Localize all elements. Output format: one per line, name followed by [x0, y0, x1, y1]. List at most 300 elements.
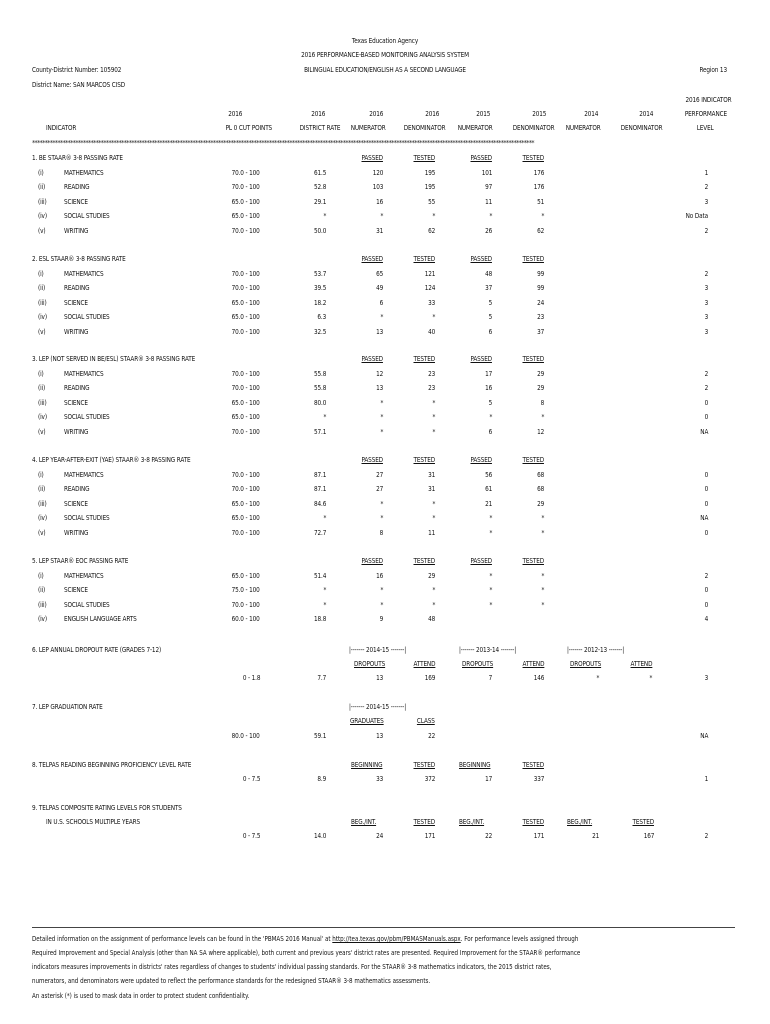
- cell-value: 29: [427, 571, 435, 580]
- sub-header: ATTEND: [413, 659, 435, 668]
- cell-district-rate: 50.0: [313, 226, 326, 235]
- sub-header: TESTED: [522, 354, 544, 363]
- cell-cut-points: 70.0 - 100: [231, 327, 260, 336]
- col-year-den2016: 2016: [424, 109, 439, 118]
- col-indicator-level-1: 2016 INDICATOR: [685, 95, 731, 104]
- cell-performance-level: 2: [704, 182, 708, 191]
- row-number: (iii): [38, 298, 47, 307]
- cell-value: 5: [488, 312, 492, 321]
- sub-header: TESTED: [522, 455, 544, 464]
- cell-cut-points: 65.0 - 100: [231, 571, 260, 580]
- row-number: (iii): [38, 499, 47, 508]
- cell-value: 11: [427, 528, 435, 537]
- cell-cut-points: 70.0 - 100: [231, 470, 260, 479]
- row-number: (ii): [38, 383, 46, 392]
- cell-performance-level: 2: [704, 571, 708, 580]
- cell-cut-points: 65.0 - 100: [231, 513, 260, 522]
- sub-header: PASSED: [361, 556, 383, 565]
- row-subject: SOCIAL STUDIES: [64, 513, 110, 522]
- section-title: 6. LEP ANNUAL DROPOUT RATE (GRADES 7-12): [32, 645, 162, 654]
- row-number: (iv): [38, 211, 47, 220]
- cell-value: 31: [375, 226, 383, 235]
- row-subject: ENGLISH LANGUAGE ARTS: [64, 614, 137, 623]
- row-subject: READING: [64, 484, 90, 493]
- row-number: (iv): [38, 312, 47, 321]
- cell-district-rate: *: [323, 211, 326, 220]
- cell-value: 31: [427, 484, 435, 493]
- footer-text: . For performance levels assigned through: [460, 934, 579, 943]
- col-district-rate: DISTRICT RATE: [299, 123, 340, 132]
- cell-value: 16: [375, 197, 383, 206]
- cell-cut-points: 0 - 7.5: [242, 774, 260, 783]
- cell-performance-level: NA: [700, 513, 708, 522]
- row-subject: WRITING: [64, 327, 89, 336]
- cell-cut-points: 70.0 - 100: [231, 383, 260, 392]
- area-title: BILINGUAL EDUCATION/ENGLISH AS A SECOND LANGUAGE: [304, 65, 466, 74]
- cell-value: 62: [536, 226, 544, 235]
- cell-cut-points: 65.0 - 100: [231, 412, 260, 421]
- row-number: (v): [38, 528, 46, 537]
- cell-value: *: [541, 571, 544, 580]
- sub-header: TESTED: [413, 760, 435, 769]
- cell-value: 29: [536, 499, 544, 508]
- cell-value: 48: [484, 269, 492, 278]
- cell-value: 56: [484, 470, 492, 479]
- row-number: (iv): [38, 513, 47, 522]
- cell-value: 17: [484, 774, 492, 783]
- cell-cut-points: 70.0 - 100: [231, 369, 260, 378]
- cell-value: 27: [375, 484, 383, 493]
- cell-value: 16: [484, 383, 492, 392]
- cell-value: 12: [375, 369, 383, 378]
- cell-value: *: [380, 211, 383, 220]
- cell-value: *: [380, 499, 383, 508]
- cell-performance-level: 2: [704, 269, 708, 278]
- cell-value: 23: [536, 312, 544, 321]
- cell-value: *: [649, 673, 652, 682]
- sub-header: TESTED: [413, 354, 435, 363]
- cell-district-rate: 14.0: [313, 831, 326, 840]
- cell-value: 61: [484, 484, 492, 493]
- cell-value: *: [596, 673, 599, 682]
- cell-value: 9: [379, 614, 383, 623]
- cell-value: *: [541, 412, 544, 421]
- sub-header: PASSED: [470, 254, 492, 263]
- cell-district-rate: 18.8: [313, 614, 326, 623]
- cell-district-rate: 80.0: [313, 398, 326, 407]
- row-subject: MATHEMATICS: [64, 168, 104, 177]
- sub-header: TESTED: [522, 556, 544, 565]
- cell-cut-points: 60.0 - 100: [231, 614, 260, 623]
- cell-district-rate: *: [323, 600, 326, 609]
- cell-value: *: [380, 585, 383, 594]
- row-number: (i): [38, 369, 44, 378]
- cell-district-rate: 39.5: [313, 283, 326, 292]
- cell-value: 5: [488, 398, 492, 407]
- cell-value: 22: [427, 731, 435, 740]
- cell-performance-level: 1: [704, 168, 708, 177]
- sub-header: BEG./INT.: [567, 817, 593, 826]
- cell-value: 13: [375, 383, 383, 392]
- row-number: (iv): [38, 412, 47, 421]
- cell-value: *: [380, 427, 383, 436]
- agency-title: Texas Education Agency: [351, 36, 419, 45]
- cell-value: 6: [379, 298, 383, 307]
- row-subject: WRITING: [64, 528, 89, 537]
- cell-cut-points: 70.0 - 100: [231, 528, 260, 537]
- sub-header: GRADUATES: [350, 716, 384, 725]
- col-year-den2014: 2014: [638, 109, 653, 118]
- section-title: 1. BE STAAR® 3-8 PASSING RATE: [32, 153, 123, 162]
- footer-divider: [32, 927, 735, 928]
- row-number: (iii): [38, 398, 47, 407]
- cell-performance-level: 3: [704, 312, 708, 321]
- cell-performance-level: NA: [700, 427, 708, 436]
- section-title: 5. LEP STAAR® EOC PASSING RATE: [32, 556, 129, 565]
- footer-line-4: numerators, and denominators were updated to reflect the performance standards for the redesigned STAAR® 3-8 mathematics assessments.: [32, 976, 431, 985]
- sub-header: TESTED: [522, 817, 544, 826]
- row-number: (ii): [38, 283, 46, 292]
- section-title: 8. TELPAS READING BEGINNING PROFICIENCY LEVEL RATE: [32, 760, 192, 769]
- col-denominator-2016: DENOMINATOR: [403, 123, 445, 132]
- cell-value: 124: [424, 283, 435, 292]
- cell-value: 27: [375, 470, 383, 479]
- cell-cut-points: 65.0 - 100: [231, 211, 260, 220]
- col-denominator-2014: DENOMINATOR: [620, 123, 662, 132]
- sub-header: TESTED: [522, 153, 544, 162]
- sub-header: ATTEND: [522, 659, 544, 668]
- row-subject: SOCIAL STUDIES: [64, 211, 110, 220]
- cell-value: 65: [375, 269, 383, 278]
- footer-line-1: [32, 933, 643, 946]
- cell-performance-level: 0: [704, 499, 708, 508]
- row-subject: MATHEMATICS: [64, 269, 104, 278]
- cell-value: *: [432, 499, 435, 508]
- cell-value: 40: [427, 327, 435, 336]
- sub-header: PASSED: [470, 354, 492, 363]
- cell-cut-points: 65.0 - 100: [231, 197, 260, 206]
- cell-performance-level: 0: [704, 484, 708, 493]
- sub-header: DROPOUTS: [354, 659, 386, 668]
- cell-cut-points: 65.0 - 100: [231, 312, 260, 321]
- cell-value: *: [432, 513, 435, 522]
- footer-line-2: Required Improvement and Special Analysis (other than NA SA where applicable), both current and previous years' district rates are presented. Required Improvement for the STAAR® performance: [32, 948, 581, 957]
- cell-performance-level: 3: [704, 298, 708, 307]
- row-number: (iii): [38, 197, 47, 206]
- cell-value: 33: [375, 774, 383, 783]
- row-subject: WRITING: [64, 226, 89, 235]
- sub-header: TESTED: [522, 254, 544, 263]
- cell-value: *: [380, 312, 383, 321]
- sub-header: PASSED: [361, 254, 383, 263]
- sub-header: BEGINNING: [351, 760, 383, 769]
- cell-cut-points: 80.0 - 100: [231, 731, 260, 740]
- cell-value: 62: [427, 226, 435, 235]
- cell-value: 11: [484, 197, 492, 206]
- cell-performance-level: 0: [704, 528, 708, 537]
- cell-cut-points: 70.0 - 100: [231, 484, 260, 493]
- row-number: (v): [38, 226, 46, 235]
- sub-header: BEG./INT.: [459, 817, 485, 826]
- cell-value: 26: [484, 226, 492, 235]
- row-number: (i): [38, 269, 44, 278]
- row-number: (iv): [38, 614, 47, 623]
- cell-cut-points: 75.0 - 100: [231, 585, 260, 594]
- cell-district-rate: 87.1: [313, 470, 326, 479]
- col-numerator-2015: NUMERATOR: [458, 123, 493, 132]
- section-title: 2. ESL STAAR® 3-8 PASSING RATE: [32, 254, 126, 263]
- cell-cut-points: 0 - 7.5: [242, 831, 260, 840]
- row-subject: READING: [64, 383, 90, 392]
- col-year-num2016: 2016: [368, 109, 383, 118]
- sub-header: TESTED: [413, 254, 435, 263]
- cell-value: *: [380, 398, 383, 407]
- cell-performance-level: 2: [704, 831, 708, 840]
- row-subject: SOCIAL STUDIES: [64, 412, 110, 421]
- row-number: (i): [38, 571, 44, 580]
- row-subject: MATHEMATICS: [64, 369, 104, 378]
- cell-district-rate: 7.7: [317, 673, 326, 682]
- col-year-rate: 2016: [310, 109, 325, 118]
- row-subject: WRITING: [64, 427, 89, 436]
- cell-performance-level: 4: [704, 614, 708, 623]
- cell-value: *: [541, 528, 544, 537]
- cell-district-rate: 59.1: [313, 731, 326, 740]
- row-subject: SCIENCE: [64, 398, 88, 407]
- cell-performance-level: 3: [704, 283, 708, 292]
- sub-header: DROPOUTS: [570, 659, 602, 668]
- row-number: (ii): [38, 182, 46, 191]
- col-pl0-cut-points: PL 0 CUT POINTS: [225, 123, 272, 132]
- cell-value: 13: [375, 673, 383, 682]
- cell-district-rate: 87.1: [313, 484, 326, 493]
- sub-header: DROPOUTS: [462, 659, 494, 668]
- cell-value: 176: [533, 182, 544, 191]
- cell-value: *: [432, 585, 435, 594]
- cell-value: *: [489, 585, 492, 594]
- cell-cut-points: 70.0 - 100: [231, 182, 260, 191]
- col-year-num2015: 2015: [475, 109, 490, 118]
- cell-value: *: [380, 513, 383, 522]
- sub-header: PASSED: [470, 455, 492, 464]
- row-number: (iii): [38, 600, 47, 609]
- row-number: (v): [38, 427, 46, 436]
- cell-performance-level: 2: [704, 383, 708, 392]
- row-subject: SCIENCE: [64, 298, 88, 307]
- cell-value: 23: [427, 369, 435, 378]
- col-numerator-2014: NUMERATOR: [566, 123, 601, 132]
- cell-performance-level: No Data: [685, 211, 708, 220]
- cell-value: *: [489, 513, 492, 522]
- cell-value: 337: [533, 774, 544, 783]
- col-indicator-level-2: PERFORMANCE: [684, 109, 727, 118]
- cell-value: 24: [536, 298, 544, 307]
- cell-value: 13: [375, 731, 383, 740]
- sub-header: PASSED: [361, 455, 383, 464]
- cell-cut-points: 0 - 1.8: [242, 673, 260, 682]
- footer-line-3: indicators measures improvements in districts' rates regardless of changes to students' individual passing standards. For the STAAR® 3-8 mathematics indicators, the 2015 district rates,: [32, 962, 552, 971]
- cell-district-rate: 18.2: [313, 298, 326, 307]
- sub-header: BEG./INT.: [351, 817, 377, 826]
- row-subject: MATHEMATICS: [64, 571, 104, 580]
- col-year-num2014: 2014: [583, 109, 598, 118]
- district-name: District Name: SAN MARCOS CISD: [32, 80, 126, 89]
- cell-cut-points: 70.0 - 100: [231, 269, 260, 278]
- cell-value: 6: [488, 427, 492, 436]
- cell-district-rate: 52.8: [313, 182, 326, 191]
- cell-value: 37: [536, 327, 544, 336]
- cell-value: *: [380, 412, 383, 421]
- cell-value: *: [432, 211, 435, 220]
- col-indicator: INDICATOR: [46, 123, 77, 132]
- cell-value: *: [380, 600, 383, 609]
- cell-value: 16: [375, 571, 383, 580]
- year-bracket-2014-15: |------- 2014-15 -------|: [349, 702, 407, 711]
- cell-value: 33: [427, 298, 435, 307]
- row-subject: MATHEMATICS: [64, 470, 104, 479]
- footer-line-5: An asterisk (*) is used to mask data in order to protect student confidentiality.: [32, 991, 250, 1000]
- sub-header: TESTED: [632, 817, 654, 826]
- asterisk-separator: *****************************************************************************************************************************************************************************************************: [32, 140, 534, 146]
- cell-value: 29: [536, 383, 544, 392]
- cell-value: 195: [424, 168, 435, 177]
- cell-value: 68: [536, 470, 544, 479]
- cell-value: 37: [484, 283, 492, 292]
- cell-value: *: [489, 211, 492, 220]
- cell-value: 49: [375, 283, 383, 292]
- cell-district-rate: 55.8: [313, 369, 326, 378]
- cell-value: *: [541, 513, 544, 522]
- row-subject: SOCIAL STUDIES: [64, 312, 110, 321]
- cell-district-rate: *: [323, 585, 326, 594]
- cell-cut-points: 65.0 - 100: [231, 298, 260, 307]
- cell-cut-points: 70.0 - 100: [231, 600, 260, 609]
- sub-header: CLASS: [417, 716, 435, 725]
- manual-link[interactable]: http://tea.texas.gov/pbm/PBMASManuals.aspx: [332, 934, 461, 943]
- col-indicator-level-3: LEVEL: [697, 123, 714, 132]
- row-subject: SCIENCE: [64, 499, 88, 508]
- cell-performance-level: 3: [704, 327, 708, 336]
- cell-performance-level: 0: [704, 585, 708, 594]
- cell-value: 171: [533, 831, 544, 840]
- cell-district-rate: 32.5: [313, 327, 326, 336]
- cell-value: 29: [536, 369, 544, 378]
- cell-value: 21: [484, 499, 492, 508]
- section-title: 7. LEP GRADUATION RATE: [32, 702, 103, 711]
- cell-value: *: [541, 585, 544, 594]
- row-subject: SOCIAL STUDIES: [64, 600, 110, 609]
- col-denominator-2015: DENOMINATOR: [512, 123, 554, 132]
- sub-header: BEGINNING: [459, 760, 491, 769]
- cell-cut-points: 65.0 - 100: [231, 499, 260, 508]
- cell-performance-level: 2: [704, 369, 708, 378]
- cell-value: *: [489, 571, 492, 580]
- cell-performance-level: 0: [704, 470, 708, 479]
- cell-value: 22: [484, 831, 492, 840]
- cell-performance-level: 1: [704, 774, 708, 783]
- sub-header: PASSED: [361, 354, 383, 363]
- cell-district-rate: 57.1: [313, 427, 326, 436]
- cell-value: 13: [375, 327, 383, 336]
- cell-value: 120: [372, 168, 383, 177]
- cell-value: 24: [375, 831, 383, 840]
- row-number: (ii): [38, 484, 46, 493]
- footer-text: Detailed information on the assignment of performance levels can be found in the 'PBMAS 2016 Manual' at: [32, 934, 333, 943]
- row-number: (i): [38, 168, 44, 177]
- cell-value: 372: [424, 774, 435, 783]
- cell-value: *: [432, 427, 435, 436]
- cell-district-rate: 8.9: [317, 774, 326, 783]
- year-bracket-2014-15: |------- 2014-15 -------|: [349, 645, 407, 654]
- cell-value: 68: [536, 484, 544, 493]
- cell-value: 48: [427, 614, 435, 623]
- row-subject: READING: [64, 283, 90, 292]
- cell-value: 99: [536, 283, 544, 292]
- cell-performance-level: 3: [704, 197, 708, 206]
- sub-header: TESTED: [413, 556, 435, 565]
- cell-cut-points: 70.0 - 100: [231, 427, 260, 436]
- cell-cut-points: 70.0 - 100: [231, 226, 260, 235]
- cell-value: 12: [536, 427, 544, 436]
- cell-value: 17: [484, 369, 492, 378]
- cell-value: 21: [591, 831, 599, 840]
- sub-header: TESTED: [413, 817, 435, 826]
- section-title-line2: IN U.S. SCHOOLS MULTIPLE YEARS: [46, 817, 141, 826]
- col-year-pl0: 2016: [227, 109, 242, 118]
- cell-value: 101: [481, 168, 492, 177]
- cell-value: *: [489, 528, 492, 537]
- cell-performance-level: NA: [700, 731, 708, 740]
- sub-header: PASSED: [361, 153, 383, 162]
- section-title: 3. LEP (NOT SERVED IN BE/ESL) STAAR® 3-8 PASSING RATE: [32, 354, 196, 363]
- cell-value: 7: [488, 673, 492, 682]
- cell-value: 121: [424, 269, 435, 278]
- cell-value: 31: [427, 470, 435, 479]
- cell-value: *: [489, 412, 492, 421]
- sub-header: PASSED: [470, 556, 492, 565]
- col-year-den2015: 2015: [531, 109, 546, 118]
- cell-performance-level: 3: [704, 673, 708, 682]
- cell-district-rate: 6.3: [317, 312, 326, 321]
- cell-performance-level: 0: [704, 600, 708, 609]
- cell-value: 195: [424, 182, 435, 191]
- cell-value: 8: [540, 398, 544, 407]
- cell-cut-points: 70.0 - 100: [231, 168, 260, 177]
- section-title: 4. LEP YEAR-AFTER-EXIT (YAE) STAAR® 3-8 PASSING RATE: [32, 455, 191, 464]
- cell-district-rate: 53.7: [313, 269, 326, 278]
- cell-district-rate: 29.1: [313, 197, 326, 206]
- cell-value: 146: [533, 673, 544, 682]
- sub-header: TESTED: [522, 760, 544, 769]
- cell-district-rate: 84.6: [313, 499, 326, 508]
- cell-value: 99: [536, 269, 544, 278]
- row-number: (i): [38, 470, 44, 479]
- county-district-number: County-District Number: 105902: [32, 65, 122, 74]
- cell-performance-level: 0: [704, 398, 708, 407]
- cell-performance-level: 2: [704, 226, 708, 235]
- cell-district-rate: 55.8: [313, 383, 326, 392]
- cell-value: 103: [372, 182, 383, 191]
- cell-value: 5: [488, 298, 492, 307]
- cell-value: 97: [484, 182, 492, 191]
- region-label: Region 13: [699, 65, 727, 74]
- cell-value: *: [541, 211, 544, 220]
- cell-performance-level: 0: [704, 412, 708, 421]
- cell-value: *: [432, 398, 435, 407]
- sub-header: TESTED: [413, 153, 435, 162]
- cell-value: *: [432, 600, 435, 609]
- cell-district-rate: 51.4: [313, 571, 326, 580]
